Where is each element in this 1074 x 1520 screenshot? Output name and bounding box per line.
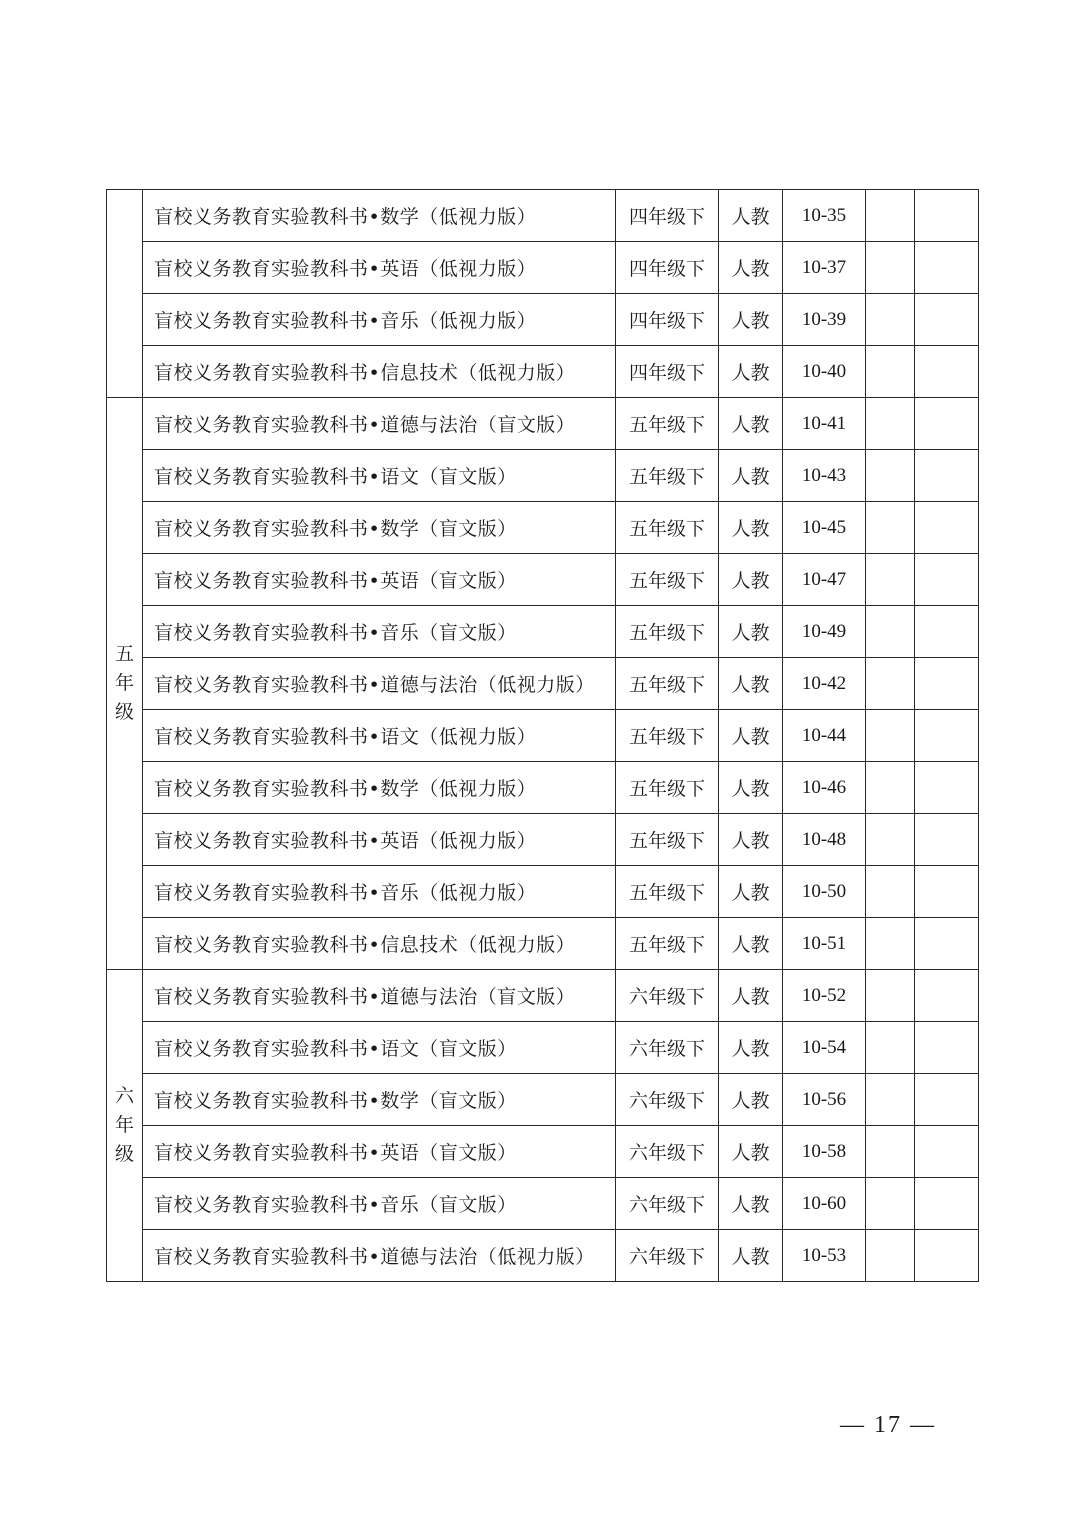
code-cell: 10-37 (783, 242, 866, 294)
code-cell: 10-53 (783, 1230, 866, 1282)
book-title-cell: 盲校义务教育实验教科书•道德与法治（盲文版） (143, 970, 616, 1022)
publisher-cell: 人教 (719, 658, 783, 710)
code-cell: 10-51 (783, 918, 866, 970)
publisher-cell: 人教 (719, 294, 783, 346)
book-title-cell: 盲校义务教育实验教科书•数学（盲文版） (143, 502, 616, 554)
code-cell: 10-60 (783, 1178, 866, 1230)
term-cell: 五年级下 (616, 502, 719, 554)
publisher-cell: 人教 (719, 1230, 783, 1282)
empty-cell-2 (915, 1074, 979, 1126)
code-cell: 10-52 (783, 970, 866, 1022)
term-cell: 六年级下 (616, 1230, 719, 1282)
publisher-cell: 人教 (719, 1178, 783, 1230)
code-cell: 10-47 (783, 554, 866, 606)
table-row (107, 1230, 979, 1282)
grade-label-char: 年 (114, 1114, 134, 1136)
book-title-cell: 盲校义务教育实验教科书•道德与法治（低视力版） (143, 1230, 616, 1282)
empty-cell-1 (866, 554, 915, 606)
empty-cell-1 (866, 1074, 915, 1126)
book-title-cell: 盲校义务教育实验教科书•音乐（盲文版） (143, 1178, 616, 1230)
table-row (107, 346, 979, 398)
empty-cell-2 (915, 1126, 979, 1178)
term-cell: 五年级下 (616, 710, 719, 762)
term-cell: 六年级下 (616, 1126, 719, 1178)
empty-cell-2 (915, 762, 979, 814)
term-cell: 五年级下 (616, 450, 719, 502)
empty-cell-2 (915, 1178, 979, 1230)
grade-label-char: 五 (114, 643, 134, 665)
publisher-cell: 人教 (719, 1074, 783, 1126)
empty-cell-2 (915, 918, 979, 970)
book-title-cell: 盲校义务教育实验教科书•信息技术（低视力版） (143, 918, 616, 970)
publisher-cell: 人教 (719, 606, 783, 658)
empty-cell-1 (866, 658, 915, 710)
empty-cell-1 (866, 606, 915, 658)
publisher-cell: 人教 (719, 398, 783, 450)
publisher-cell: 人教 (719, 762, 783, 814)
code-cell: 10-41 (783, 398, 866, 450)
textbook-table (106, 189, 979, 1282)
empty-cell-2 (915, 658, 979, 710)
empty-cell-1 (866, 814, 915, 866)
publisher-cell: 人教 (719, 814, 783, 866)
grade-label-char: 年 (114, 672, 134, 694)
publisher-cell: 人教 (719, 554, 783, 606)
empty-cell-1 (866, 762, 915, 814)
term-cell: 五年级下 (616, 814, 719, 866)
book-title-cell: 盲校义务教育实验教科书•音乐（低视力版） (143, 866, 616, 918)
term-cell: 六年级下 (616, 1074, 719, 1126)
term-cell: 五年级下 (616, 606, 719, 658)
empty-cell-2 (915, 242, 979, 294)
term-cell: 五年级下 (616, 554, 719, 606)
book-title-cell: 盲校义务教育实验教科书•英语（盲文版） (143, 554, 616, 606)
table-row (107, 242, 979, 294)
book-title-cell: 盲校义务教育实验教科书•音乐（低视力版） (143, 294, 616, 346)
book-title-cell: 盲校义务教育实验教科书•语文（盲文版） (143, 450, 616, 502)
term-cell: 五年级下 (616, 866, 719, 918)
term-cell: 五年级下 (616, 658, 719, 710)
publisher-cell: 人教 (719, 918, 783, 970)
book-title-cell: 盲校义务教育实验教科书•数学（低视力版） (143, 190, 616, 242)
empty-cell-2 (915, 450, 979, 502)
table-body (107, 190, 979, 1282)
code-cell: 10-54 (783, 1022, 866, 1074)
empty-cell-1 (866, 866, 915, 918)
publisher-cell: 人教 (719, 1022, 783, 1074)
book-title-cell: 盲校义务教育实验教科书•数学（盲文版） (143, 1074, 616, 1126)
empty-cell-2 (915, 294, 979, 346)
book-title-cell: 盲校义务教育实验教科书•语文（盲文版） (143, 1022, 616, 1074)
term-cell: 四年级下 (616, 346, 719, 398)
code-cell: 10-48 (783, 814, 866, 866)
grade-group-cell (107, 970, 143, 1282)
publisher-cell: 人教 (719, 866, 783, 918)
empty-cell-2 (915, 866, 979, 918)
table-row (107, 1178, 979, 1230)
code-cell: 10-56 (783, 1074, 866, 1126)
empty-cell-2 (915, 398, 979, 450)
grade-group-cell (107, 190, 143, 398)
code-cell: 10-39 (783, 294, 866, 346)
empty-cell-2 (915, 502, 979, 554)
publisher-cell: 人教 (719, 346, 783, 398)
term-cell: 六年级下 (616, 970, 719, 1022)
empty-cell-1 (866, 346, 915, 398)
term-cell: 四年级下 (616, 242, 719, 294)
term-cell: 五年级下 (616, 762, 719, 814)
empty-cell-2 (915, 970, 979, 1022)
empty-cell-1 (866, 398, 915, 450)
book-title-cell: 盲校义务教育实验教科书•语文（低视力版） (143, 710, 616, 762)
table-row (107, 294, 979, 346)
code-cell: 10-49 (783, 606, 866, 658)
code-cell: 10-42 (783, 658, 866, 710)
term-cell: 四年级下 (616, 190, 719, 242)
grade-label-char: 级 (114, 1143, 134, 1165)
code-cell: 10-43 (783, 450, 866, 502)
table-row (107, 658, 979, 710)
empty-cell-2 (915, 606, 979, 658)
code-cell: 10-58 (783, 1126, 866, 1178)
page-number: — 17 — (840, 1412, 936, 1438)
term-cell: 六年级下 (616, 1022, 719, 1074)
empty-cell-2 (915, 1230, 979, 1282)
publisher-cell: 人教 (719, 710, 783, 762)
table-row (107, 502, 979, 554)
publisher-cell: 人教 (719, 502, 783, 554)
empty-cell-1 (866, 450, 915, 502)
empty-cell-1 (866, 1230, 915, 1282)
publisher-cell: 人教 (719, 450, 783, 502)
table-row (107, 1126, 979, 1178)
code-cell: 10-50 (783, 866, 866, 918)
empty-cell-1 (866, 1022, 915, 1074)
term-cell: 五年级下 (616, 398, 719, 450)
table-row (107, 554, 979, 606)
empty-cell-2 (915, 190, 979, 242)
table-row (107, 450, 979, 502)
book-title-cell: 盲校义务教育实验教科书•道德与法治（盲文版） (143, 398, 616, 450)
empty-cell-2 (915, 710, 979, 762)
empty-cell-1 (866, 242, 915, 294)
table-row (107, 1074, 979, 1126)
table-row (107, 918, 979, 970)
table-row (107, 1022, 979, 1074)
empty-cell-1 (866, 918, 915, 970)
table-row (107, 606, 979, 658)
table-row (107, 866, 979, 918)
empty-cell-2 (915, 554, 979, 606)
empty-cell-1 (866, 1126, 915, 1178)
book-title-cell: 盲校义务教育实验教科书•数学（低视力版） (143, 762, 616, 814)
empty-cell-2 (915, 814, 979, 866)
grade-label-char: 级 (114, 701, 134, 723)
code-cell: 10-40 (783, 346, 866, 398)
code-cell: 10-35 (783, 190, 866, 242)
term-cell: 四年级下 (616, 294, 719, 346)
publisher-cell: 人教 (719, 242, 783, 294)
table-row (107, 398, 979, 450)
book-title-cell: 盲校义务教育实验教科书•英语（盲文版） (143, 1126, 616, 1178)
table-row (107, 762, 979, 814)
grade-group-cell (107, 398, 143, 970)
empty-cell-1 (866, 190, 915, 242)
term-cell: 五年级下 (616, 918, 719, 970)
code-cell: 10-44 (783, 710, 866, 762)
empty-cell-2 (915, 346, 979, 398)
empty-cell-1 (866, 710, 915, 762)
empty-cell-1 (866, 502, 915, 554)
book-title-cell: 盲校义务教育实验教科书•音乐（盲文版） (143, 606, 616, 658)
code-cell: 10-46 (783, 762, 866, 814)
empty-cell-1 (866, 1178, 915, 1230)
publisher-cell: 人教 (719, 1126, 783, 1178)
book-title-cell: 盲校义务教育实验教科书•英语（低视力版） (143, 814, 616, 866)
publisher-cell: 人教 (719, 190, 783, 242)
book-title-cell: 盲校义务教育实验教科书•道德与法治（低视力版） (143, 658, 616, 710)
term-cell: 六年级下 (616, 1178, 719, 1230)
book-title-cell: 盲校义务教育实验教科书•英语（低视力版） (143, 242, 616, 294)
table-row (107, 190, 979, 242)
empty-cell-2 (915, 1022, 979, 1074)
code-cell: 10-45 (783, 502, 866, 554)
table-row (107, 814, 979, 866)
empty-cell-1 (866, 294, 915, 346)
book-title-cell: 盲校义务教育实验教科书•信息技术（低视力版） (143, 346, 616, 398)
publisher-cell: 人教 (719, 970, 783, 1022)
grade-label-char: 六 (114, 1085, 134, 1107)
empty-cell-1 (866, 970, 915, 1022)
table-row (107, 970, 979, 1022)
table-row (107, 710, 979, 762)
